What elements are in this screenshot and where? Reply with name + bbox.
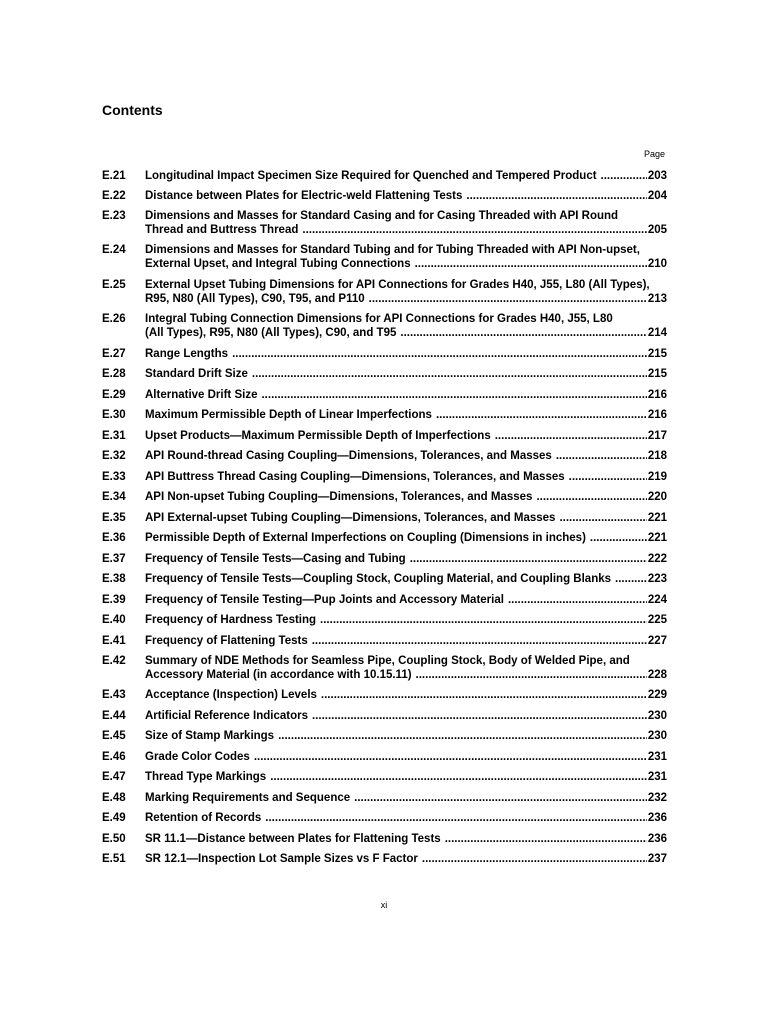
toc-entry[interactable] [102, 209, 667, 237]
toc-entry-page: 216 [647, 389, 667, 401]
toc-entry-page: 215 [647, 368, 667, 380]
toc-entry-title [145, 429, 667, 443]
dot-leader [320, 613, 647, 627]
toc-entry-page: 230 [647, 710, 667, 722]
toc-entry-title-line: Thread Type Markings [145, 771, 267, 783]
toc-entry-page: 219 [647, 471, 667, 483]
toc-entry-title [145, 709, 667, 723]
toc-entry-page: 236 [647, 833, 667, 845]
toc-entry-number: E.48 [102, 792, 126, 804]
toc-entry-title [145, 278, 667, 306]
dot-leader [415, 257, 647, 271]
dot-leader [302, 223, 646, 237]
toc-entry-title-line: Frequency of Tensile Testing—Pup Joints and Accessory Material [145, 594, 504, 606]
toc-entry-number: E.26 [102, 313, 126, 325]
toc-entry[interactable] [102, 613, 667, 627]
toc-entry-page: 227 [647, 635, 667, 647]
dot-leader [270, 770, 647, 784]
toc-entry[interactable] [102, 388, 667, 402]
toc-entry-title [145, 770, 667, 784]
toc-entry-number: E.32 [102, 450, 126, 462]
toc-entry[interactable] [102, 593, 667, 607]
toc-entry-number: E.44 [102, 710, 126, 722]
toc-entry-number: E.33 [102, 471, 126, 483]
toc-entry-title [145, 490, 667, 504]
toc-entry-title-line: Dimensions and Masses for Standard Casing and for Casing Threaded with API Round [145, 210, 619, 222]
dot-leader [400, 326, 646, 340]
toc-entry[interactable] [102, 243, 667, 271]
toc-entry[interactable] [102, 429, 667, 443]
toc-entry-page: 213 [647, 293, 667, 305]
dot-leader [252, 367, 647, 381]
toc-entry-title [145, 408, 667, 422]
toc-entry-page: 230 [647, 730, 667, 742]
toc-entry-title [145, 189, 667, 203]
toc-entry-number: E.43 [102, 689, 126, 701]
toc-entry-title-line: Retention of Records [145, 812, 262, 824]
toc-entry-page: 231 [647, 771, 667, 783]
toc-entry[interactable] [102, 449, 667, 463]
toc-entry-title [145, 593, 667, 607]
toc-entry-title [145, 688, 667, 702]
toc-entry-page: 231 [647, 751, 667, 763]
toc-entry-title-line: Frequency of Tensile Tests—Casing and Tubing [145, 553, 406, 565]
toc-entry-page: 228 [647, 669, 667, 681]
toc-entry-title-line: API Buttress Thread Casing Coupling—Dimensions, Tolerances, and Masses [145, 471, 565, 483]
dot-leader [601, 169, 647, 183]
toc-entry[interactable] [102, 531, 667, 545]
toc-entry-title-line: Standard Drift Size [145, 368, 248, 380]
dot-leader [615, 572, 647, 586]
toc-entry-number: E.50 [102, 833, 126, 845]
toc-entry-title [145, 470, 667, 484]
toc-entry-title [145, 209, 667, 237]
toc-entry-title [145, 511, 667, 525]
toc-entry-title-line: Frequency of Tensile Tests—Coupling Stock, Coupling Material, and Coupling Blanks [145, 573, 612, 585]
toc-entry-number: E.29 [102, 389, 126, 401]
toc-entry[interactable] [102, 470, 667, 484]
dot-leader [312, 709, 647, 723]
toc-entry[interactable] [102, 654, 667, 682]
toc-entry-title [145, 750, 667, 764]
toc-entry[interactable] [102, 634, 667, 648]
dot-leader [569, 470, 647, 484]
toc-entry-number: E.27 [102, 348, 126, 360]
toc-entry-title-line: SR 11.1—Distance between Plates for Flattening Tests [145, 833, 441, 845]
toc-entry-title-line: Integral Tubing Connection Dimensions for API Connections for Grades H40, J55, L80 [145, 313, 613, 325]
toc-entry-title-line: Grade Color Codes [145, 751, 250, 763]
toc-entry-page: 221 [647, 512, 667, 524]
toc-entry-title-line: Acceptance (Inspection) Levels [145, 689, 317, 701]
toc-entry-title [145, 791, 667, 805]
toc-entry-title [145, 449, 667, 463]
dot-leader [536, 490, 646, 504]
dot-leader [354, 791, 647, 805]
toc-entry-title-line: Upset Products—Maximum Permissible Depth of Imperfections [145, 430, 491, 442]
toc-entry[interactable] [102, 552, 667, 566]
toc-entry[interactable] [102, 852, 667, 866]
toc-entry-page: 218 [647, 450, 667, 462]
page-number-footer: xi [380, 900, 388, 910]
toc-entry[interactable] [102, 511, 667, 525]
toc-entry-number: E.25 [102, 279, 126, 291]
toc-entry-title-line: Frequency of Hardness Testing [145, 614, 317, 626]
toc-entry[interactable] [102, 278, 667, 306]
toc-entry-number: E.22 [102, 190, 126, 202]
toc-entry-title-line: Longitudinal Impact Specimen Size Required for Quenched and Tempered Product [145, 170, 597, 182]
dot-leader [445, 832, 647, 846]
toc-entry[interactable] [102, 688, 667, 702]
toc-entry-title [145, 388, 667, 402]
toc-entry-title-line: Maximum Permissible Depth of Linear Imperfections [145, 409, 432, 421]
toc-entry[interactable] [102, 367, 667, 381]
dot-leader [495, 429, 647, 443]
toc-entry-title [145, 572, 667, 586]
toc-entry[interactable] [102, 490, 667, 504]
dot-leader [508, 593, 647, 607]
toc-entry[interactable] [102, 169, 667, 183]
toc-entry[interactable] [102, 312, 667, 340]
toc-entry-page: 203 [647, 170, 667, 182]
toc-entry-title [145, 654, 667, 682]
toc-entry-title-line: (All Types), R95, N80 (All Types), C90, and T95 [145, 327, 397, 339]
toc-entry-title [145, 832, 667, 846]
dot-leader [559, 511, 646, 525]
toc-entry-number: E.51 [102, 853, 126, 865]
toc-entry-number: E.46 [102, 751, 126, 763]
toc-entry-title-line: Range Lengths [145, 348, 229, 360]
dot-leader [416, 668, 647, 682]
dot-leader [312, 634, 647, 648]
toc-entry-number: E.36 [102, 532, 126, 544]
toc-entry-page: 204 [647, 190, 667, 202]
toc-entry-title-line: Marking Requirements and Sequence [145, 792, 351, 804]
dot-leader [436, 408, 647, 422]
toc-entry-page: 217 [647, 430, 667, 442]
toc-entry-title-line: Alternative Drift Size [145, 389, 258, 401]
dot-leader [265, 811, 647, 825]
toc-entry-number: E.45 [102, 730, 126, 742]
toc-entry-title-line: External Upset, and Integral Tubing Connections [145, 258, 411, 270]
toc-entry-title-line: Distance between Plates for Electric-weld Flattening Tests [145, 190, 463, 202]
toc-entry-title [145, 811, 667, 825]
toc-entry-page: 214 [647, 327, 667, 339]
dot-leader [422, 852, 647, 866]
toc-entry-title-line: API Non-upset Tubing Coupling—Dimensions, Tolerances, and Masses [145, 491, 533, 503]
toc-entry-number: E.40 [102, 614, 126, 626]
toc-entry[interactable] [102, 572, 667, 586]
toc-entry-number: E.37 [102, 553, 126, 565]
toc-entry-number: E.39 [102, 594, 126, 606]
dot-leader [261, 388, 646, 402]
toc-entry-title [145, 552, 667, 566]
toc-entry[interactable] [102, 770, 667, 784]
toc-entry[interactable] [102, 189, 667, 203]
dot-leader [410, 552, 647, 566]
toc-entry-page: 225 [647, 614, 667, 626]
toc-entry-page: 236 [647, 812, 667, 824]
toc-entry-title-line: R95, N80 (All Types), C90, T95, and P110 [145, 293, 365, 305]
toc-entry-page: 220 [647, 491, 667, 503]
toc-entry-title-line: Summary of NDE Methods for Seamless Pipe, Coupling Stock, Body of Welded Pipe, and [145, 655, 630, 667]
toc-entry-title [145, 852, 667, 866]
toc-entry-title-line: Size of Stamp Markings [145, 730, 275, 742]
toc-entry-title [145, 613, 667, 627]
dot-leader [278, 729, 647, 743]
toc-entry[interactable] [102, 750, 667, 764]
toc-entry-page: 210 [647, 258, 667, 270]
toc-entry[interactable] [102, 408, 667, 422]
toc-entry-title-line: External Upset Tubing Dimensions for API Connections for Grades H40, J55, L80 (All Types), [145, 279, 650, 291]
toc-entry-title-line: API External-upset Tubing Coupling—Dimensions, Tolerances, and Masses [145, 512, 556, 524]
page-title: Contents [102, 102, 163, 118]
toc-entry-title-line: Artificial Reference Indicators [145, 710, 308, 722]
page-column-label: Page [643, 149, 665, 159]
toc-entry-title-line: Dimensions and Masses for Standard Tubing and for Tubing Threaded with API Non-upset, [145, 244, 640, 256]
toc-entry-number: E.35 [102, 512, 126, 524]
toc-entry[interactable] [102, 791, 667, 805]
dot-leader [590, 531, 647, 545]
toc-entry-title-line: API Round-thread Casing Coupling—Dimensions, Tolerances, and Masses [145, 450, 552, 462]
toc-entry-page: 221 [647, 532, 667, 544]
dot-leader [232, 347, 647, 361]
dot-leader [556, 449, 647, 463]
toc-entry-number: E.42 [102, 655, 126, 667]
toc-entry-title [145, 729, 667, 743]
dot-leader [369, 292, 647, 306]
toc-entry-title [145, 531, 667, 545]
toc-entry-number: E.24 [102, 244, 126, 256]
toc-entry-number: E.21 [102, 170, 126, 182]
toc-entry-page: 223 [647, 573, 667, 585]
toc-entry-page: 224 [647, 594, 667, 606]
toc-entry-number: E.41 [102, 635, 126, 647]
toc-entry-title-line: Thread and Buttress Thread [145, 224, 299, 236]
toc-entry-title [145, 312, 667, 340]
toc-entry-page: 222 [647, 553, 667, 565]
toc-entry-page: 216 [647, 409, 667, 421]
toc-entry-number: E.34 [102, 491, 126, 503]
toc-entry-title-line: Permissible Depth of External Imperfections on Coupling (Dimensions in inches) [145, 532, 586, 544]
toc-entry-title-line: Accessory Material (in accordance with 10.15.11) [145, 669, 412, 681]
toc-entry[interactable] [102, 709, 667, 723]
toc-entry-title [145, 169, 667, 183]
toc-entry-title [145, 634, 667, 648]
toc-entry-number: E.47 [102, 771, 126, 783]
toc-entry-title-line: SR 12.1—Inspection Lot Sample Sizes vs F Factor [145, 853, 418, 865]
toc-entry-title [145, 347, 667, 361]
dot-leader [321, 688, 647, 702]
toc-entry-number: E.28 [102, 368, 126, 380]
toc-entry-number: E.23 [102, 210, 126, 222]
toc-entry-page: 215 [647, 348, 667, 360]
dot-leader [466, 189, 646, 203]
toc-entry-number: E.31 [102, 430, 126, 442]
toc-entry[interactable] [102, 347, 667, 361]
toc-entry-page: 232 [647, 792, 667, 804]
toc-entry[interactable] [102, 832, 667, 846]
toc-entry-title-line: Frequency of Flattening Tests [145, 635, 308, 647]
toc-entry-page: 205 [647, 224, 667, 236]
toc-entry[interactable] [102, 811, 667, 825]
toc-entry-page: 237 [647, 853, 667, 865]
toc-entry[interactable] [102, 729, 667, 743]
toc-entry-page: 229 [647, 689, 667, 701]
toc-entry-number: E.49 [102, 812, 126, 824]
dot-leader [254, 750, 647, 764]
toc-entry-number: E.30 [102, 409, 126, 421]
toc-entry-title [145, 243, 667, 271]
toc-entry-number: E.38 [102, 573, 126, 585]
toc-entry-title [145, 367, 667, 381]
